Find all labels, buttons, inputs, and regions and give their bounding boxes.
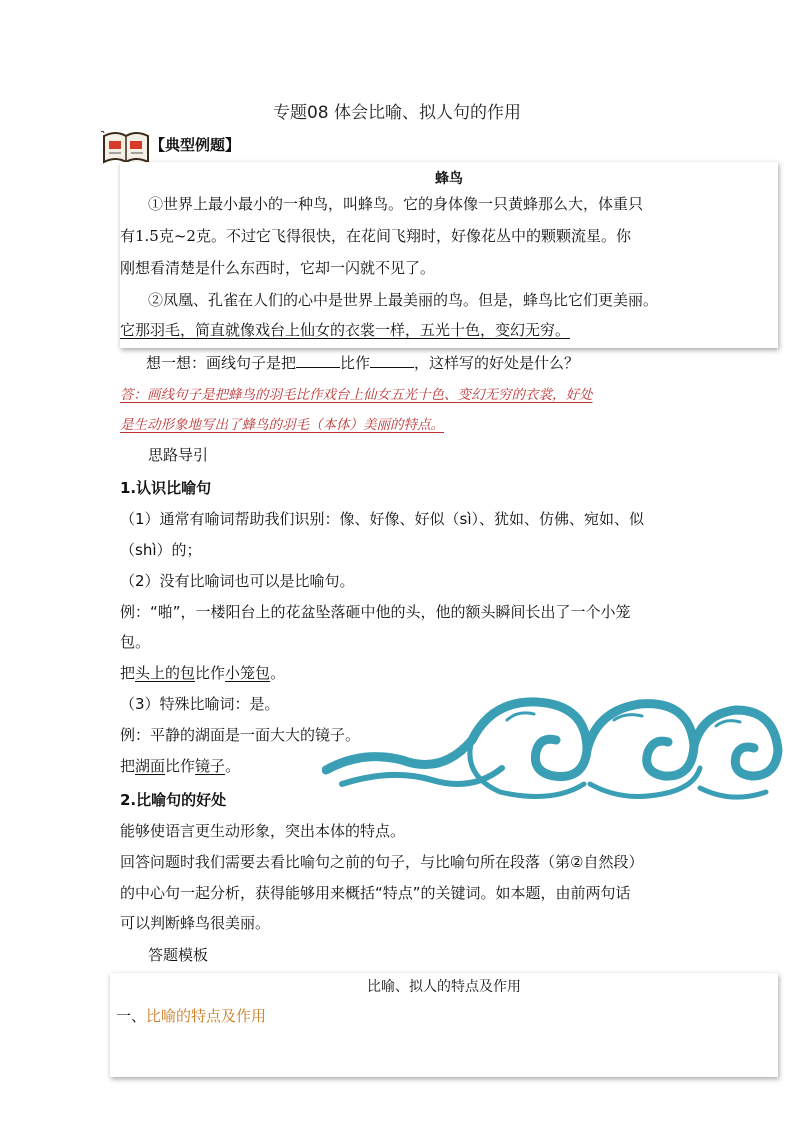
question-blank-2[interactable]	[370, 353, 414, 368]
template-heading: 答题模板	[148, 946, 209, 964]
section1-example1-cont: 包。	[120, 633, 151, 651]
compare-vehicle: 小笼包	[225, 664, 271, 682]
section2-line: 可以判断蜂鸟很美丽。	[120, 914, 271, 932]
section1-item1: （1）通常有喻词帮助我们识别：像、好像、好似（sì）、犹如、仿佛、宛如、似	[120, 510, 645, 528]
compare-tenor: 头上的包	[135, 664, 196, 682]
compare-prefix: 把	[120, 664, 136, 682]
section2-line: 能够使语言更生动形象，突出本体的特点。	[120, 822, 406, 840]
compare-vehicle: 镜子	[195, 757, 226, 775]
template-box-title: 比喻、拟人的特点及作用	[367, 979, 521, 995]
section2-line: 的中心句一起分析，获得能够用来概括“特点”的关键词。如本题，由前两句话	[120, 884, 631, 902]
guide-heading: 思路导引	[148, 446, 209, 464]
passage-title: 蜂鸟	[435, 171, 463, 187]
section1-example2: 例：平静的湖面是一面大大的镜子。	[120, 726, 361, 744]
section2-heading: 2.比喻句的好处	[120, 791, 227, 809]
answer-line: 是生动形象地写出了蜂鸟的羽毛（本体）美丽的特点。	[120, 417, 444, 433]
question-part2: 比作	[340, 354, 371, 372]
question-part3: ，这样写的好处是什么？	[414, 354, 580, 372]
passage-line: 有1.5克~2克。不过它飞得很快，在花间飞翔时，好像花丛中的颗颗流星。你	[120, 227, 631, 245]
passage-line: ①世界上最小最小的一种鸟，叫蜂鸟。它的身体像一只黄蜂那么大，体重只	[148, 195, 644, 213]
compare-tenor: 湖面	[135, 757, 166, 775]
compare2	[120, 755, 240, 776]
passage-line: 刚想看清楚是什么东西时，它却一闪就不见了。	[120, 259, 436, 277]
section1-item1-cont: （shì）的；	[120, 541, 202, 559]
example-header-label: 【典型例题】	[150, 136, 241, 154]
compare-mid: 比作	[195, 664, 226, 682]
section1-example1: 例：“啪”，一楼阳台上的花盆坠落砸中他的头，他的额头瞬间长出了一个小笼	[120, 603, 631, 621]
question-part1: 想一想：画线句子是把	[146, 354, 297, 372]
passage-underlined-sentence: 它那羽毛，简直就像戏台上仙女的衣裳一样，五光十色，变幻无穷。	[120, 321, 571, 339]
compare-suffix: 。	[270, 664, 286, 682]
question	[146, 352, 579, 373]
page-title: 专题08 体会比喻、拟人句的作用	[272, 103, 522, 123]
passage-box	[120, 162, 778, 348]
section1-item2: （2）没有比喻词也可以是比喻句。	[120, 572, 355, 590]
section1-item3: （3）特殊比喻词：是。	[120, 695, 280, 713]
compare1	[120, 662, 285, 683]
template-box	[110, 973, 778, 1077]
book-icon	[100, 128, 152, 166]
answer-line: 答：画线句子是把蜂鸟的羽毛比作戏台上仙女五光十色、变幻无穷的衣裳，好处	[120, 387, 593, 403]
wave-illustration	[322, 680, 784, 810]
template-section-number: 一、	[116, 1007, 147, 1025]
question-blank-1[interactable]	[296, 353, 340, 368]
compare-prefix: 把	[120, 757, 136, 775]
section1-heading: 1.认识比喻句	[120, 479, 212, 497]
template-section-label: 比喻的特点及作用	[146, 1007, 267, 1025]
template-section	[116, 1005, 266, 1026]
compare-mid: 比作	[165, 757, 196, 775]
passage-line: ②凤凰、孔雀在人们的心中是世界上最美丽的鸟。但是，蜂鸟比它们更美丽。	[148, 291, 659, 309]
section2-line: 回答问题时我们需要去看比喻句之前的句子，与比喻句所在段落（第②自然段）	[120, 853, 644, 871]
compare-suffix: 。	[225, 757, 241, 775]
